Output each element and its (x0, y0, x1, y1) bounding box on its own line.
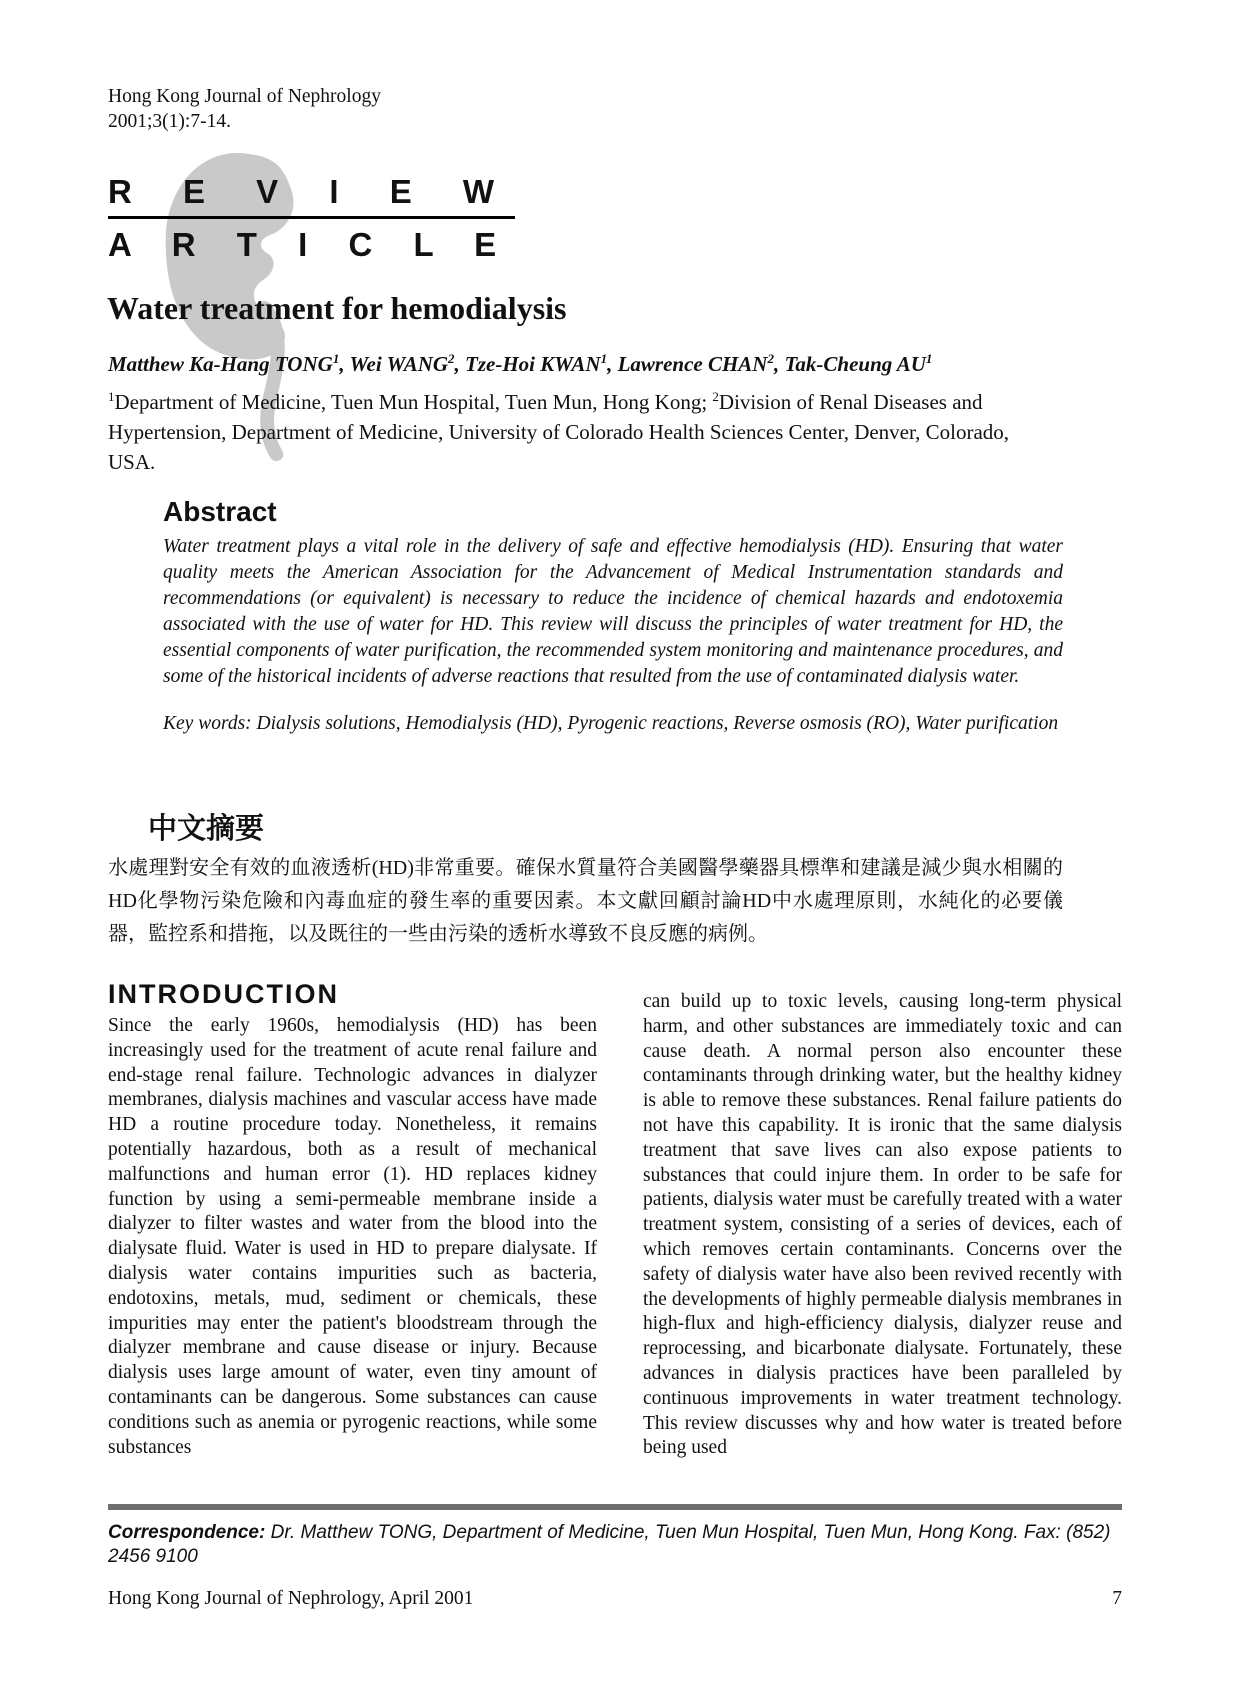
author-separator: , (607, 352, 618, 376)
author-name: Tak-Cheung AU (784, 352, 926, 376)
author-name: Tze-Hoi KWAN (465, 352, 601, 376)
abstract-body: Water treatment plays a vital role in the delivery of safe and effective hemodialysis (HD). Ensuring that water quality meets the American Association for the Advancement of Medical Instrumentation standards and recommendations (or equivalent) is necessary to reduce the incidence of chemical hazards and endotoxemia associated with the use of water for HD. This review will discuss the principles of water treatment for HD, the essential components of water purification, the recommended system monitoring and maintenance procedures, and some of the historical incidents of adverse reactions that resulted from the use of contaminated dialysis water. (163, 536, 1063, 687)
author-affil-sup: 2 (767, 351, 774, 366)
article-type-masthead (108, 174, 515, 263)
article-type-line1: R E V I E W (108, 174, 515, 219)
affiliation-sup: 1 (108, 389, 115, 404)
author-separator: , (454, 352, 466, 376)
author-affil-sup: 1 (600, 351, 608, 366)
article-title: Water treatment for hemodialysis (107, 290, 567, 326)
author-affil-sup: 1 (332, 351, 340, 366)
correspondence-text: Dr. Matthew TONG, Department of Medicine, Tuen Mun Hospital, Tuen Mun, Hong Kong. Fax: (852) 2456 9100 (108, 1522, 1111, 1567)
chinese-abstract-heading: 中文摘要 (148, 813, 265, 845)
author-affil-sup: 1 (925, 351, 933, 366)
author-separator: , (339, 352, 350, 376)
abstract-section (163, 496, 1063, 737)
correspondence-label: Correspondence: (108, 1522, 266, 1543)
journal-name: Hong Kong Journal of Nephrology (108, 86, 381, 107)
correspondence-divider (108, 1504, 1122, 1510)
abstract-heading: Abstract (163, 496, 277, 527)
introduction-heading: INTRODUCTION (108, 979, 339, 1009)
affiliation-sup: 2 (712, 389, 719, 404)
author-list (108, 351, 932, 377)
correspondence-line (108, 1521, 1122, 1569)
affiliations (108, 382, 1024, 477)
chinese-abstract-section (108, 812, 1063, 951)
author-name: Wei WANG (349, 352, 449, 376)
journal-reference (108, 84, 381, 134)
keywords-line: Key words: Dialysis solutions, Hemodialysis (HD), Pyrogenic reactions, Reverse osmosis (RO), Water purification (163, 713, 1059, 734)
author-name: Lawrence CHAN (617, 352, 768, 376)
introduction-column-left: Since the early 1960s, hemodialysis (HD) has been increasingly used for the treatment of acute renal failure and end-stage renal failure. Technologic advances in dialyzer membranes, dialysis machines and vascular access have made HD a routine procedure today. Nonetheless, it remains potentially hazardous, both as a result of mechanical malfunctions and human error (1). HD replaces kidney function by using a semi-permeable membrane inside a dialyzer to filter wastes and water from the blood into the dialysate fluid. Water is used in HD to prepare dialysate. If dialysis water contains impurities such as bacteria, endotoxins, metals, mud, sediment or chemicals, these impurities may enter the patient's bloodstream through the dialyzer membrane and cause disease or injury. Because dialysis uses large amount of water, even tiny amount of contaminants can be dangerous. Some substances can cause conditions such as anemia or pyrogenic reactions, while some substances (108, 1015, 597, 1458)
introduction-column-right: can build up to toxic levels, causing long-term physical harm, and other substances are immediately toxic and can cause death. A normal person also encounter these contaminants through drinking water, but the healthy kidney is able to remove these substances. Renal failure patients do not have this capability. It is ironic that the same dialysis treatment that save lives can also expose patients to substances that could injure them. In order to be safe for patients, dialysis water must be carefully treated with a water treatment system, consisting of a series of devices, each of which removes certain contaminants. Concerns over the safety of dialysis water have also been revived recently with the developments of highly permeable dialysis membranes in high-flux and high-efficiency dialysis, dialyzer reuse and reprocessing, and bicarbonate dialysate. Fortunately, these advances in dialysis practices have been paralleled by continuous improvements in water treatment technology. This review discusses why and how water is treated before being used (643, 991, 1122, 1459)
article-type-line2: A R T I C L E (108, 226, 513, 263)
author-affil-sup: 2 (448, 351, 455, 366)
affiliation-text: Division of Renal Diseases and Hypertension, Department of Medicine, University of Colorado Health Sciences Center, Denver, Colorado, USA. (108, 390, 1010, 474)
footer-journal: Hong Kong Journal of Nephrology, April 2001 (108, 1588, 474, 1609)
author-name: Matthew Ka-Hang TONG (108, 352, 333, 376)
author-separator: , (773, 352, 785, 376)
chinese-abstract-body: 水處理對安全有效的血液透析(HD)非常重要。確保水質量符合美國醫學藥器具標準和建議是減少與水相關的HD化學物污染危險和內毒血症的發生率的重要因素。本文獻回顧討論HD中水處理原則，水純化的必要儀器，監控系和措拖，以及既往的一些由污染的透析水導致不良反應的病例。 (108, 857, 1063, 945)
journal-citation: 2001;3(1):7-14. (108, 111, 231, 132)
page-footer (108, 1588, 1122, 1610)
affiliation-text: Department of Medicine, Tuen Mun Hospital, Tuen Mun, Hong Kong; (114, 390, 713, 414)
page-number: 7 (1112, 1588, 1122, 1609)
